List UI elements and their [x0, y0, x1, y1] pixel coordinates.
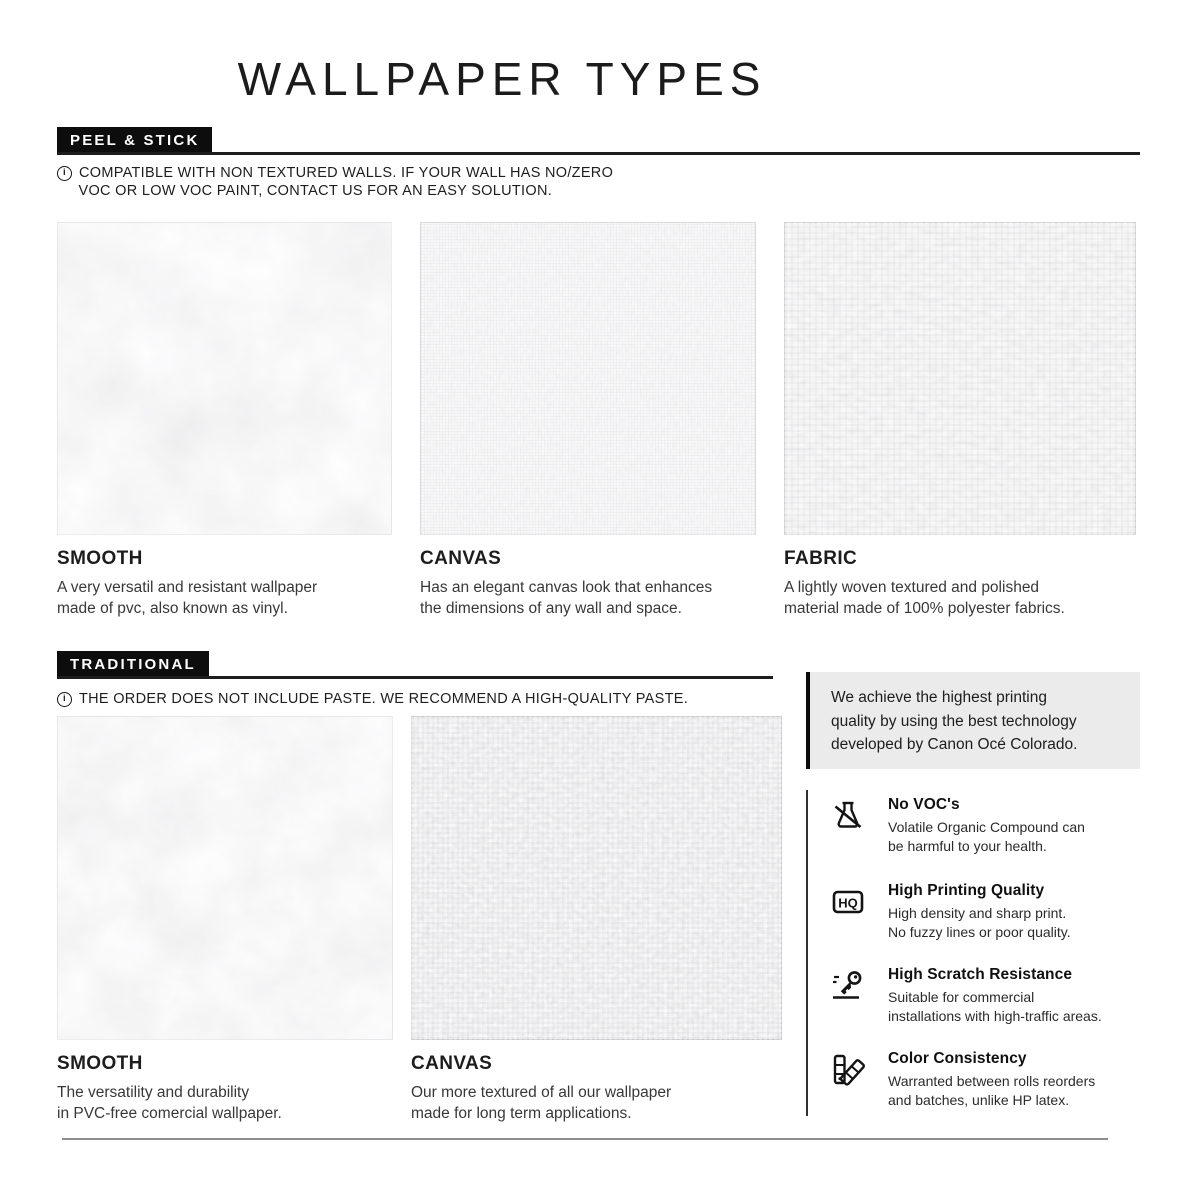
- feature-desc-line2: No fuzzy lines or poor quality.: [888, 924, 1071, 940]
- feature-desc-line1: Warranted between rolls reorders: [888, 1073, 1096, 1089]
- info-icon: i: [57, 692, 72, 707]
- traditional-note: [57, 690, 688, 708]
- note-text-line2: VOC OR LOW VOC PAINT, CONTACT US FOR AN EASY SOLUTION.: [78, 183, 553, 199]
- feature-high-scratch-resistance: [828, 966, 1140, 1026]
- feature-desc-line2: and batches, unlike HP latex.: [888, 1092, 1070, 1108]
- swatch-column-fabric-peel: [784, 222, 1136, 619]
- quote-line2: quality by using the best technology: [831, 712, 1077, 730]
- swatch-description: [411, 1082, 782, 1124]
- swatch-description: [57, 577, 392, 619]
- feature-desc-line1: Suitable for commercial: [888, 989, 1035, 1005]
- color-swatchbook-icon: [828, 1050, 868, 1090]
- rough-canvas-swatch: [411, 716, 782, 1040]
- hq-icon-letters: HQ: [838, 895, 858, 911]
- no-voc-flask-icon: [828, 796, 868, 836]
- feature-text: [888, 1050, 1095, 1110]
- traditional-rule: [57, 676, 773, 679]
- feature-text: [888, 882, 1071, 942]
- feature-title: High Scratch Resistance: [888, 966, 1073, 983]
- quote-line3: developed by Canon Océ Colorado.: [831, 736, 1078, 753]
- smooth-paper-swatch: [57, 716, 393, 1040]
- feature-desc-line2: be harmful to your health.: [888, 838, 1047, 854]
- note-text-line1: COMPATIBLE WITH NON TEXTURED WALLS. IF YOUR WALL HAS NO/ZERO: [79, 165, 614, 181]
- feature-description: [888, 988, 1102, 1026]
- note-text-line1: THE ORDER DOES NOT INCLUDE PASTE. WE RECOMMEND A HIGH-QUALITY PASTE.: [79, 691, 689, 707]
- feature-no-voc: [828, 796, 1140, 856]
- page-title: WALLPAPER TYPES: [237, 53, 767, 105]
- swatch-label: FABRIC: [784, 548, 858, 569]
- feature-description: [888, 904, 1071, 942]
- feature-desc-line1: Volatile Organic Compound can: [888, 819, 1085, 835]
- feature-text: [888, 966, 1102, 1026]
- swatch-description: [57, 1082, 393, 1124]
- desc-line2: made of pvc, also known as vinyl.: [57, 600, 288, 617]
- canvas-texture-noise: [421, 223, 755, 534]
- smooth-vinyl-swatch: [57, 222, 392, 535]
- swatch-column-smooth-peel: [57, 222, 392, 619]
- smooth-texture-noise: [58, 223, 391, 534]
- feature-desc-line2: installations with high-traffic areas.: [888, 1008, 1102, 1024]
- feature-text: [888, 796, 1085, 856]
- desc-line1: Has an elegant canvas look that enhances: [420, 579, 713, 596]
- swatch-column-smooth-traditional: [57, 716, 393, 1124]
- info-icon: i: [57, 166, 72, 181]
- key-scratch-icon: [828, 966, 868, 1006]
- desc-line2: material made of 100% polyester fabrics.: [784, 600, 1065, 617]
- desc-line2: made for long term applications.: [411, 1105, 632, 1122]
- swatch-description: [420, 577, 756, 619]
- swatch-column-canvas-traditional: [411, 716, 782, 1124]
- hq-print-icon: [828, 882, 868, 922]
- desc-line2: the dimensions of any wall and space.: [420, 600, 682, 617]
- peel-stick-note: [57, 164, 613, 200]
- quote-line1: We achieve the highest printing: [831, 689, 1047, 706]
- woven-fabric-swatch: [784, 222, 1136, 535]
- desc-line1: The versatility and durability: [57, 1084, 250, 1101]
- feature-color-consistency: [828, 1050, 1140, 1110]
- desc-line2: in PVC-free comercial wallpaper.: [57, 1105, 282, 1122]
- fabric-texture-noise: [785, 223, 1135, 534]
- printing-quality-callout: [806, 672, 1140, 769]
- peel-stick-rule: [57, 152, 1140, 155]
- swatch-column-canvas-peel: [420, 222, 756, 619]
- swatch-label: SMOOTH: [57, 1053, 143, 1074]
- burlap-texture-noise: [412, 717, 781, 1039]
- fine-canvas-swatch: [420, 222, 756, 535]
- peel-stick-badge: PEEL & STICK: [57, 127, 212, 154]
- features-left-rule: [806, 790, 808, 1116]
- swatch-description: [784, 577, 1136, 619]
- feature-high-printing-quality: [828, 882, 1140, 942]
- swatch-label: CANVAS: [420, 548, 502, 569]
- swatch-label: CANVAS: [411, 1053, 493, 1074]
- bottom-divider-rule: [62, 1138, 1108, 1140]
- desc-line1: A very versatil and resistant wallpaper: [57, 579, 318, 596]
- swatch-label: SMOOTH: [57, 548, 143, 569]
- feature-title: Color Consistency: [888, 1050, 1027, 1067]
- feature-description: [888, 1072, 1095, 1110]
- feature-desc-line1: High density and sharp print.: [888, 905, 1067, 921]
- desc-line1: A lightly woven textured and polished: [784, 579, 1040, 596]
- feature-title: High Printing Quality: [888, 882, 1045, 899]
- feature-title: No VOC's: [888, 796, 960, 813]
- desc-line1: Our more textured of all our wallpaper: [411, 1084, 672, 1101]
- smooth-texture-noise: [58, 717, 392, 1039]
- feature-description: [888, 818, 1085, 856]
- traditional-badge: TRADITIONAL: [57, 651, 209, 678]
